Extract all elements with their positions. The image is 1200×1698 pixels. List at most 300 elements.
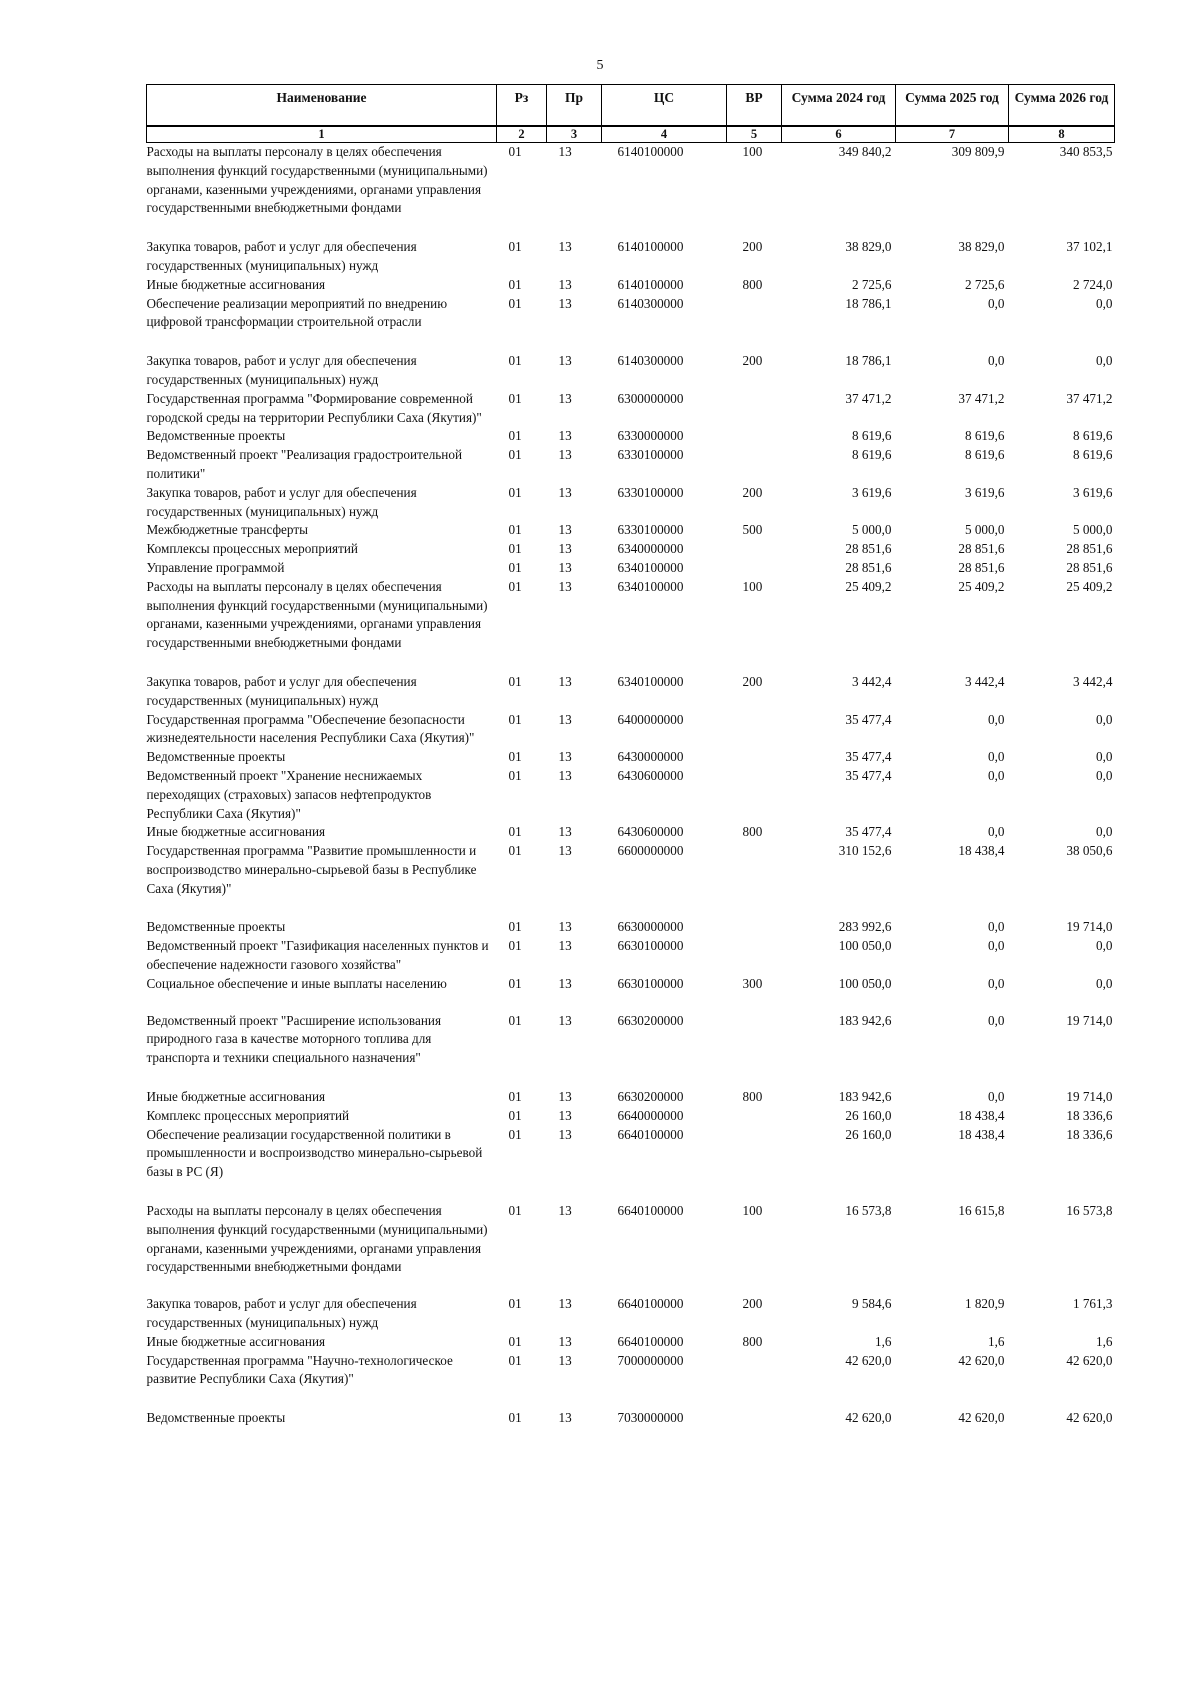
column-number: 6 [782,126,896,143]
row-cs: 6600000000 [617,843,684,859]
row-cs: 6630200000 [617,1089,684,1105]
column-number: 5 [727,126,782,143]
row-pr: 13 [558,484,572,500]
row-cs: 6140100000 [617,144,684,159]
row-sum-2026: 8 619,6 [1072,447,1113,463]
row-cs: 6640000000 [617,1107,684,1123]
row-rz: 01 [508,144,522,159]
row-name: Государственная программа "Обеспечение безопасности жизнедеятельности населения Республики Саха (Якутия)" [146,711,475,746]
row-cs: 6340100000 [617,673,684,689]
row-sum-2025: 37 471,2 [958,390,1005,406]
row-pr: 13 [558,276,572,292]
row-pr: 13 [558,353,572,369]
row-sum-2024: 3 442,4 [851,673,892,689]
row-vr: 500 [742,522,763,538]
row-sum-2025: 16 615,8 [958,1203,1005,1219]
row-cs: 7000000000 [617,1352,684,1368]
row-pr: 13 [558,843,572,859]
row-sum-2024: 35 477,4 [845,711,892,727]
row-sum-2025: 18 438,4 [958,843,1005,859]
row-sum-2026: 8 619,6 [1072,428,1113,444]
row-cs: 6330100000 [617,484,684,500]
row-rz: 01 [508,484,522,500]
row-sum-2026: 1 761,3 [1072,1296,1113,1312]
row-sum-2026: 340 853,5 [1059,144,1113,159]
row-name: Управление программой [146,559,285,575]
row-name: Иные бюджетные ассигнования [146,1089,326,1105]
header-vr: ВР [727,85,782,127]
row-sum-2025: 3 442,4 [964,673,1005,689]
row-pr: 13 [558,1126,572,1142]
row-rz: 01 [508,673,522,689]
table-row [147,578,1115,673]
table-row [147,238,1115,276]
row-sum-2024: 100 050,0 [838,975,892,991]
row-sum-2024: 9 584,6 [851,1296,892,1312]
row-cs: 6630100000 [617,938,684,954]
row-name: Ведомственный проект "Хранение неснижаемых переходящих (страховых) запасов нефтепродуктов Республики Саха (Якутия)" [146,767,432,821]
row-pr: 13 [558,1410,572,1426]
row-sum-2024: 5 000,0 [851,522,892,538]
column-number: 4 [602,126,727,143]
row-sum-2026: 28 851,6 [1066,541,1113,557]
page-number: 5 [596,58,604,73]
row-name: Государственная программа "Научно-технологическое развитие Республики Саха (Якутия)" [146,1352,453,1387]
row-cs: 6400000000 [617,711,684,727]
row-vr [727,446,782,484]
row-sum-2025: 0,0 [988,711,1005,727]
table-row [147,937,1115,975]
row-vr: 800 [742,1089,763,1105]
row-rz: 01 [508,1089,522,1105]
row-rz: 01 [508,767,522,783]
row-rz: 01 [508,1126,522,1142]
table-row [147,1202,1115,1295]
row-pr: 13 [558,295,572,311]
table-row [147,295,1115,353]
row-pr: 13 [558,239,572,255]
row-sum-2024: 310 152,6 [838,843,892,859]
row-sum-2025: 18 438,4 [958,1107,1005,1123]
row-sum-2026: 42 620,0 [1066,1410,1113,1426]
row-rz: 01 [508,919,522,935]
row-cs: 6140300000 [617,295,684,311]
row-sum-2026: 0,0 [1096,975,1113,991]
row-sum-2025: 0,0 [988,1012,1005,1028]
row-sum-2025: 42 620,0 [958,1410,1005,1426]
table-row [147,143,1115,239]
row-pr: 13 [558,1089,572,1105]
row-pr: 13 [558,919,572,935]
row-sum-2024: 283 992,6 [838,919,892,935]
table-row [147,918,1115,937]
row-sum-2025: 0,0 [988,938,1005,954]
row-name: Ведомственный проект "Расширение использования природного газа в качестве моторного топлива для транспорта и техники специального назначения" [146,1012,442,1066]
table-row [147,427,1115,446]
row-pr: 13 [558,578,572,594]
table-row [147,767,1115,823]
row-sum-2025: 25 409,2 [958,578,1005,594]
row-sum-2024: 8 619,6 [851,447,892,463]
row-sum-2025: 28 851,6 [958,559,1005,575]
row-sum-2026: 19 714,0 [1066,919,1113,935]
row-cs: 6340000000 [617,541,684,557]
row-vr [727,1409,782,1428]
row-cs: 6340100000 [617,578,684,594]
row-pr: 13 [558,1203,572,1219]
row-pr: 13 [558,447,572,463]
header-cs: ЦС [602,85,727,127]
header-pr: Пр [547,85,602,127]
row-name: Государственная программа "Развитие промышленности и воспроизводство минерально-сырьевой базы в Республике Саха (Якутия)" [146,843,477,896]
row-rz: 01 [508,1333,522,1349]
row-rz: 01 [508,711,522,727]
row-sum-2025: 0,0 [988,295,1005,311]
row-name: Закупка товаров, работ и услуг для обеспечения государственных (муниципальных) нужд [146,1296,417,1331]
row-sum-2024: 16 573,8 [845,1203,892,1219]
row-rz: 01 [508,541,522,557]
row-sum-2024: 26 160,0 [845,1107,892,1123]
row-rz: 01 [508,276,522,292]
header-name: Наименование [147,85,497,127]
table-row [147,1409,1115,1428]
row-vr [727,295,782,353]
row-cs: 6140100000 [617,239,684,255]
row-name: Иные бюджетные ассигнования [146,1333,326,1349]
row-vr [727,767,782,823]
row-name: Комплексы процессных мероприятий [146,541,358,557]
row-vr [727,540,782,559]
row-vr [727,390,782,428]
table-row [147,842,1115,918]
row-pr: 13 [558,711,572,727]
row-pr: 13 [558,1352,572,1368]
row-pr: 13 [558,673,572,689]
row-sum-2024: 28 851,6 [845,541,892,557]
row-rz: 01 [508,1107,522,1123]
table-row [147,1088,1115,1107]
budget-table [146,84,1115,1428]
row-sum-2026: 3 619,6 [1072,484,1113,500]
row-cs: 6430000000 [617,749,684,765]
row-rz: 01 [508,239,522,255]
row-cs: 6330000000 [617,428,684,444]
row-vr [727,842,782,918]
row-cs: 7030000000 [617,1410,684,1426]
row-sum-2025: 5 000,0 [964,522,1005,538]
row-sum-2025: 1 820,9 [964,1296,1005,1312]
row-vr [727,1126,782,1202]
row-sum-2026: 0,0 [1096,353,1113,369]
row-vr: 200 [742,353,763,369]
row-vr: 100 [742,144,763,159]
row-cs: 6140300000 [617,353,684,369]
table-row [147,1333,1115,1352]
row-name: Закупка товаров, работ и услуг для обеспечения государственных (муниципальных) нужд [146,673,417,708]
row-cs: 6430600000 [617,767,684,783]
row-name: Ведомственные проекты [146,428,286,444]
row-cs: 6640100000 [617,1203,684,1219]
row-sum-2025: 0,0 [988,1089,1005,1105]
row-cs: 6430600000 [617,824,684,840]
row-sum-2026: 2 724,0 [1072,276,1113,292]
row-sum-2024: 38 829,0 [845,239,892,255]
row-sum-2026: 19 714,0 [1066,1012,1113,1028]
row-sum-2024: 37 471,2 [845,390,892,406]
row-rz: 01 [508,1012,522,1028]
header-row [147,85,1115,127]
row-name: Ведомственный проект "Газификация населенных пунктов и обеспечение надежности газового хозяйства" [146,938,489,973]
header-rz: Рз [497,85,547,127]
row-sum-2024: 35 477,4 [845,749,892,765]
table-row [147,673,1115,711]
table-row [147,1012,1115,1088]
row-rz: 01 [508,522,522,538]
row-sum-2024: 18 786,1 [845,353,892,369]
table-row [147,711,1115,749]
row-sum-2026: 1,6 [1096,1333,1113,1349]
row-rz: 01 [508,447,522,463]
header-sum-2024: Сумма 2024 год [782,85,896,127]
row-pr: 13 [558,824,572,840]
row-vr [727,1107,782,1126]
row-pr: 13 [558,390,572,406]
row-sum-2024: 18 786,1 [845,295,892,311]
row-sum-2025: 0,0 [988,975,1005,991]
row-rz: 01 [508,578,522,594]
row-sum-2025: 309 809,9 [951,144,1005,159]
header-sum-2025: Сумма 2025 год [896,85,1009,127]
row-rz: 01 [508,1410,522,1426]
row-sum-2024: 183 942,6 [838,1012,892,1028]
header-sum-2026: Сумма 2026 год [1009,85,1115,127]
row-sum-2026: 18 336,6 [1066,1126,1113,1142]
row-sum-2026: 0,0 [1096,295,1113,311]
table-row [147,823,1115,842]
row-name: Расходы на выплаты персоналу в целях обеспечения выполнения функций государственными (муниципальными) органами, казенными учреждениями, органами управления государственными внебюджетными фондами [146,578,488,651]
table-row [147,540,1115,559]
row-rz: 01 [508,559,522,575]
row-pr: 13 [558,1333,572,1349]
row-sum-2024: 25 409,2 [845,578,892,594]
row-rz: 01 [508,1352,522,1368]
row-name: Закупка товаров, работ и услуг для обеспечения государственных (муниципальных) нужд [146,353,417,387]
row-sum-2024: 35 477,4 [845,767,892,783]
row-vr [727,1352,782,1410]
column-number: 3 [547,126,602,143]
row-sum-2026: 0,0 [1096,711,1113,727]
row-rz: 01 [508,1296,522,1312]
row-pr: 13 [558,938,572,954]
row-sum-2025: 3 619,6 [964,484,1005,500]
row-sum-2024: 1,6 [875,1333,892,1349]
row-name: Иные бюджетные ассигнования [146,824,326,840]
row-sum-2024: 35 477,4 [845,824,892,840]
row-name: Социальное обеспечение и иные выплаты населению [146,975,447,991]
table-row [147,1352,1115,1410]
row-pr: 13 [558,1296,572,1312]
row-cs: 6640100000 [617,1296,684,1312]
row-sum-2026: 25 409,2 [1066,578,1113,594]
table-row [147,276,1115,295]
row-sum-2026: 0,0 [1096,749,1113,765]
row-name: Ведомственные проекты [146,919,286,935]
column-number: 1 [147,126,497,143]
row-name: Закупка товаров, работ и услуг для обеспечения государственных (муниципальных) нужд [146,239,417,273]
row-vr: 200 [742,239,763,255]
table-row [147,1295,1115,1333]
row-vr: 300 [742,975,763,991]
row-cs: 6640100000 [617,1333,684,1349]
row-vr [727,711,782,749]
row-vr [727,427,782,446]
table-row [147,559,1115,578]
row-pr: 13 [558,541,572,557]
row-cs: 6630000000 [617,919,684,935]
row-rz: 01 [508,353,522,369]
row-vr: 800 [742,824,763,840]
table-row [147,1107,1115,1126]
row-vr [727,937,782,975]
table-row [147,352,1115,390]
row-sum-2025: 0,0 [988,824,1005,840]
row-vr: 100 [742,1203,763,1219]
row-name: Расходы на выплаты персоналу в целях обеспечения выполнения функций государственными (муниципальными) органами, казенными учреждениями, органами управления государственными внебюджетными фондами [146,144,488,216]
row-sum-2026: 28 851,6 [1066,559,1113,575]
row-sum-2024: 100 050,0 [838,938,892,954]
row-sum-2025: 28 851,6 [958,541,1005,557]
row-vr: 800 [742,276,763,292]
row-sum-2025: 0,0 [988,919,1005,935]
row-sum-2024: 42 620,0 [845,1352,892,1368]
row-vr [727,559,782,578]
row-cs: 6300000000 [617,390,684,406]
row-sum-2026: 18 336,6 [1066,1107,1113,1123]
row-cs: 6140100000 [617,276,684,292]
row-rz: 01 [508,295,522,311]
row-pr: 13 [558,767,572,783]
row-sum-2026: 16 573,8 [1066,1203,1113,1219]
table-row [147,521,1115,540]
row-sum-2026: 0,0 [1096,767,1113,783]
row-sum-2025: 8 619,6 [964,428,1005,444]
row-sum-2025: 18 438,4 [958,1126,1005,1142]
row-cs: 6330100000 [617,522,684,538]
row-name: Ведомственные проекты [146,1410,286,1426]
row-vr [727,918,782,937]
row-rz: 01 [508,390,522,406]
table-row [147,748,1115,767]
row-sum-2025: 0,0 [988,749,1005,765]
row-sum-2024: 183 942,6 [838,1089,892,1105]
row-rz: 01 [508,843,522,859]
row-vr [727,1012,782,1088]
row-sum-2025: 0,0 [988,767,1005,783]
table-body [147,143,1115,1429]
row-sum-2024: 28 851,6 [845,559,892,575]
row-sum-2025: 2 725,6 [964,276,1005,292]
row-sum-2026: 37 471,2 [1066,390,1113,406]
row-vr [727,748,782,767]
row-sum-2026: 42 620,0 [1066,1352,1113,1368]
row-rz: 01 [508,1203,522,1219]
row-sum-2026: 0,0 [1096,824,1113,840]
row-rz: 01 [508,428,522,444]
table-row [147,484,1115,522]
row-sum-2026: 3 442,4 [1072,673,1113,689]
row-vr: 800 [742,1333,763,1349]
row-name: Закупка товаров, работ и услуг для обеспечения государственных (муниципальных) нужд [146,484,417,519]
row-vr: 200 [742,484,763,500]
row-sum-2026: 19 714,0 [1066,1089,1113,1105]
row-name: Обеспечение реализации государственной политики в промышленности и воспроизводство минерально-сырьевой базы в РС (Я) [146,1126,483,1180]
row-rz: 01 [508,824,522,840]
row-sum-2024: 2 725,6 [851,276,892,292]
column-number: 7 [896,126,1009,143]
row-pr: 13 [558,749,572,765]
row-cs: 6630100000 [617,975,684,991]
row-pr: 13 [558,1107,572,1123]
row-name: Обеспечение реализации мероприятий по внедрению цифровой трансформации строительной отрасли [146,295,448,330]
row-sum-2024: 8 619,6 [851,428,892,444]
column-number-row [147,126,1115,143]
row-sum-2025: 0,0 [988,353,1005,369]
row-cs: 6640100000 [617,1126,684,1142]
row-pr: 13 [558,144,572,159]
table-row [147,975,1115,1012]
row-vr: 200 [742,673,763,689]
row-sum-2025: 1,6 [988,1333,1005,1349]
row-pr: 13 [558,975,572,991]
row-sum-2026: 5 000,0 [1072,522,1113,538]
row-cs: 6340100000 [617,559,684,575]
row-pr: 13 [558,522,572,538]
row-rz: 01 [508,749,522,765]
row-sum-2024: 26 160,0 [845,1126,892,1142]
row-sum-2024: 3 619,6 [851,484,892,500]
row-pr: 13 [558,1012,572,1028]
row-name: Ведомственный проект "Реализация градостроительной политики" [146,447,463,481]
row-name: Ведомственные проекты [146,749,286,765]
table-row [147,390,1115,428]
row-rz: 01 [508,938,522,954]
row-sum-2024: 42 620,0 [845,1410,892,1426]
row-name: Комплекс процессных мероприятий [146,1107,350,1123]
row-cs: 6630200000 [617,1012,684,1028]
column-number: 2 [497,126,547,143]
row-name: Межбюджетные трансферты [146,522,308,538]
row-vr: 200 [742,1296,763,1312]
column-number: 8 [1009,126,1115,143]
row-sum-2024: 349 840,2 [838,144,892,159]
row-pr: 13 [558,428,572,444]
row-sum-2025: 38 829,0 [958,239,1005,255]
table-row [147,1126,1115,1202]
row-name: Расходы на выплаты персоналу в целях обеспечения выполнения функций государственными (муниципальными) органами, казенными учреждениями, органами управления государственными внебюджетными фондами [146,1203,488,1275]
row-pr: 13 [558,559,572,575]
row-name: Иные бюджетные ассигнования [146,276,326,292]
row-sum-2025: 8 619,6 [964,447,1005,463]
row-name: Государственная программа "Формирование современной городской среды на территории Республики Саха (Якутия)" [146,390,482,425]
row-rz: 01 [508,975,522,991]
row-sum-2026: 37 102,1 [1066,239,1113,255]
row-cs: 6330100000 [617,447,684,463]
row-vr: 100 [742,578,763,594]
table-row [147,446,1115,484]
row-sum-2025: 42 620,0 [958,1352,1005,1368]
row-sum-2026: 38 050,6 [1066,843,1113,859]
row-sum-2026: 0,0 [1096,938,1113,954]
